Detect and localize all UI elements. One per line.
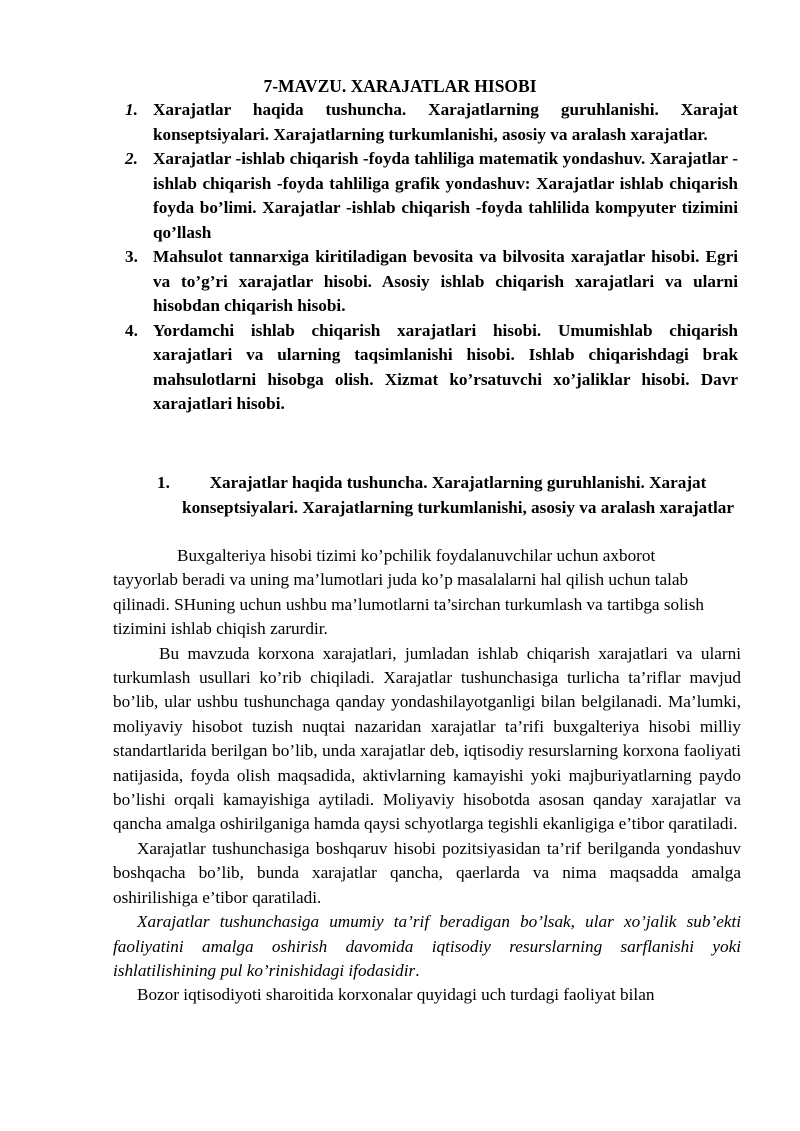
outline-item-number: 3. (125, 247, 138, 266)
outline-item-number: 2. (125, 149, 138, 168)
outline-item (113, 245, 738, 319)
definition-paragraph (113, 910, 741, 983)
paragraph: Bozor iqtisodiyoti sharoitida korxonalar quyidagi uch turdagi faoliyat bilan (137, 985, 655, 1005)
outline-item-text: Xarajatlar -ishlab chiqarish -foyda tahliliga matematik yondashuv. Xarajatlar -ishlab chiqarish -foyda tahliliga grafik yondashuv: Xarajatlar ishlab chiqarish foyda bo’limi. Xarajatlar -ishlab chiqarish -foyda tahlilida kompyuter tizimini qo’llash (153, 149, 738, 242)
definition-period: . (415, 960, 420, 980)
section-heading-text: Xarajatlar haqida tushuncha. Xarajatlarning guruhlanishi. Xarajat konseptsiyalari. Xarajatlarning turkumlanishi, asosiy va aralash xarajatlar (182, 473, 734, 517)
outline-item (113, 319, 738, 417)
section-number: 1. (157, 473, 170, 492)
body-text (113, 544, 741, 1008)
paragraph: Buxgalteriya hisobi tizimi ko’pchilik foydalanuvchilar uchun axborot tayyorlab beradi va uning ma’lumotlari juda ko’p masalalarni hal qilish uchun talab qilinadi. SHuning uchun ushbu ma’lumotlarni ta’sirchan turkumlash va tartibga solish tizimini ishlab chiqish zarurdir. (113, 546, 704, 639)
paragraph: Bu mavzuda korxona xarajatlari, jumladan ishlab chiqarish xarajatlari va ularni turkumlash usullari ko’rib chiqiladi. Xarajatlar tushunchasiga turlicha ta’riflar mavjud bo’lib, ular ushbu tushunchaga qanday yondashilayotganligi bilan belgilanadi. Ma’lumki, moliyaviy hisobot tuzish nuqtai nazaridan xarajatlar ta’rifi buxgalteriya hisobi milliy standartlarida berilgan bo’lib, unda xarajatlar deb, iqtisodiy resurslarning korxona faoliyati natijasida, foyda olish maqsadida, aktivlarning kamayishi yoki majburiyatlarning paydo bo’lishi orqali kamayishiga aytiladi. Moliyaviy hisobotda asosan qanday xarajatlar va qancha amalga oshirilganiga hamda qaysi schyotlarga tegishli ekanligiga e’tibor qaratiladi. (113, 643, 741, 834)
outline-item-number: 1. (125, 100, 138, 119)
outline-item (113, 98, 738, 147)
definition-text: Xarajatlar tushunchasiga umumiy ta’rif beradigan bo’lsak, ular xo’jalik sub’ekti faoliyatini amalga oshirish davomida iqtisodiy resurslarning sarflanishi yoki ishlatilishining pul ko’rinishidagi ifodasidir (113, 912, 741, 980)
outline-item-text: Mahsulot tannarxiga kiritiladigan bevosita va bilvosita xarajatlar hisobi. Egri va to’g’ri xarajatlar hisobi. Asosiy ishlab chiqarish xarajatlari va ularni hisobdan chiqarish hisobi. (153, 247, 738, 315)
document-title: 7-MAVZU. XARAJATLAR HISOBI (263, 76, 537, 96)
outline-item-text: Xarajatlar haqida tushuncha. Xarajatlarning guruhlanishi. Xarajat konseptsiyalari. Xarajatlarning turkumlanishi, asosiy va aralash xarajatlar. (153, 100, 738, 144)
topic-outline (113, 98, 738, 417)
outline-item-number: 4. (125, 320, 138, 340)
outline-item (113, 147, 738, 245)
section-heading (150, 471, 738, 520)
outline-item-text: Yordamchi ishlab chiqarish xarajatlari hisobi. Umumishlab chiqarish xarajatlari va ularning taqsimlanishi hisobi. Ishlab chiqarishdagi brak mahsulotlarni hisobga olish. Xizmat ko’rsatuvchi xo’jaliklar hisobi. Davr xarajatlari hisobi. (153, 320, 738, 413)
paragraph: Xarajatlar tushunchasiga boshqaruv hisobi pozitsiyasidan ta’rif berilganda yondashuv boshqacha bo’lib, bunda xarajatlar qancha, qaerlarda va nima maqsadda amalga oshirilishiga e’tibor qaratiladi. (113, 838, 741, 907)
